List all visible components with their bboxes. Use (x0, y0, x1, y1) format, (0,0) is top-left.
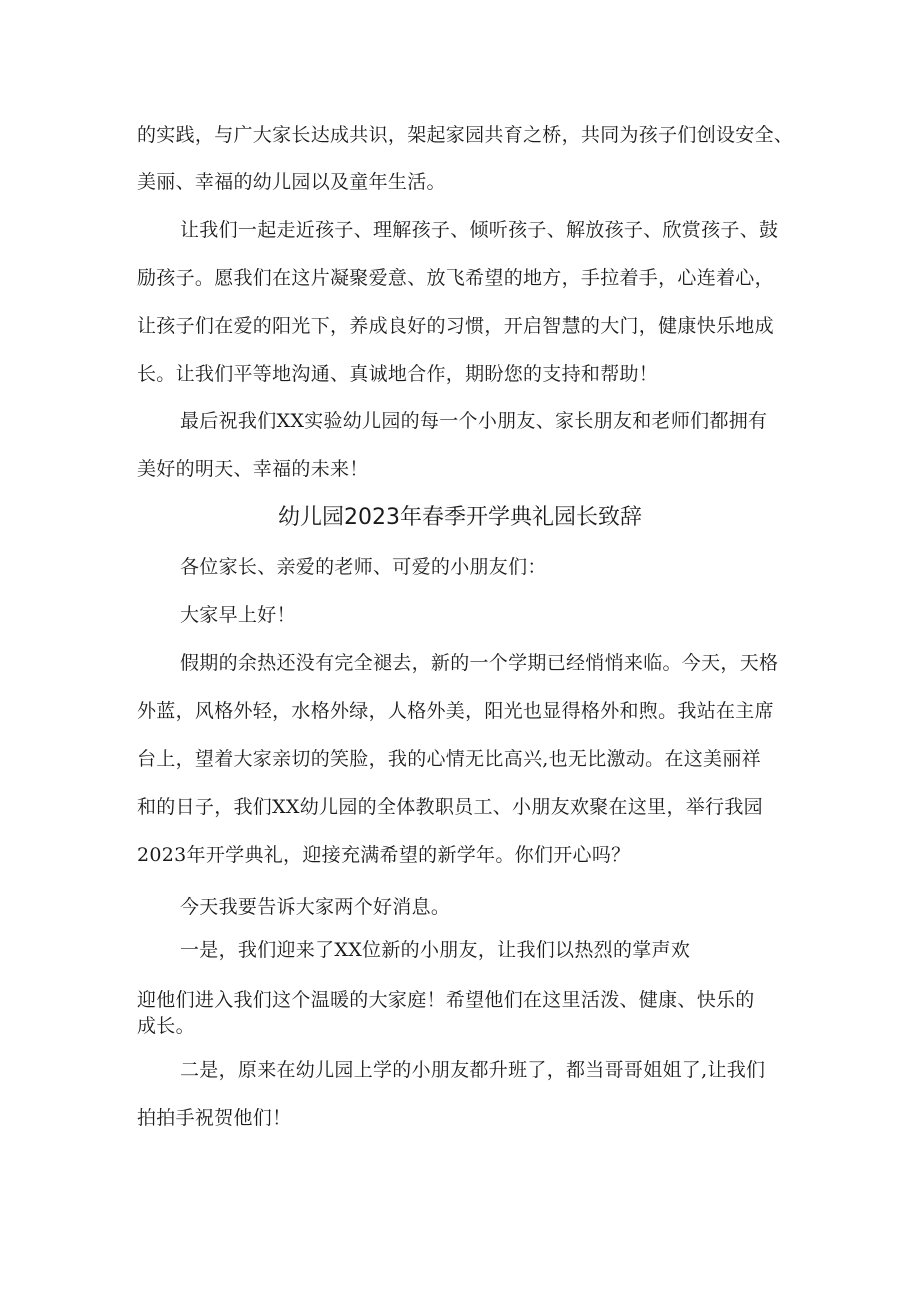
speech-title: 幼儿园2023年春季开学典礼园长致辞 (278, 505, 642, 530)
speech-news-two-line: 二是，原来在幼儿园上学的小朋友都升班了，都当哥哥姐姐了,让我们 (180, 1059, 766, 1081)
speech-morning: 大家早上好！ (180, 604, 296, 626)
paragraph-line: 长。让我们平等地沟通、真诚地合作，期盼您的支持和帮助！ (137, 363, 659, 385)
paragraph-line: 让孩子们在爱的阳光下，养成良好的习惯，开启智慧的大门，健康快乐地成 (137, 315, 774, 337)
speech-news-one-line: 一是，我们迎来了XX位新的小朋友，让我们以热烈的掌声欢 (180, 939, 691, 961)
paragraph-line: 美丽、幸福的幼儿园以及童年生活。 (137, 171, 446, 193)
speech-news-one-line: 迎他们进入我们这个温暖的大家庭！希望他们在这里活泼、健康、快乐的 (137, 989, 755, 1011)
paragraph-line: 最后祝我们XX实验幼儿园的每一个小朋友、家长朋友和老师们都拥有 (180, 410, 768, 432)
speech-body-line: 2023年开学典礼，迎接充满希望的新学年。你们开心吗？ (137, 844, 631, 866)
paragraph-line: 的实践，与广大家长达成共识，架起家园共育之桥，共同为孩子们创设安全、 (137, 124, 794, 146)
speech-news-one-line: 成长。 (137, 1015, 195, 1037)
speech-greeting: 各位家长、亲爱的老师、可爱的小朋友们： (180, 556, 547, 578)
speech-body-line: 假期的余热还没有完全褪去，新的一个学期已经悄悄来临。今天，天格 (180, 652, 779, 674)
paragraph-line: 让我们一起走近孩子、理解孩子、倾听孩子、解放孩子、欣赏孩子、鼓 (180, 219, 779, 241)
paragraph-line: 美好的明天、幸福的未来！ (137, 458, 369, 480)
paragraph-line: 励孩子。愿我们在这片凝聚爱意、放飞希望的地方，手拉着手，心连着心， (137, 267, 774, 289)
speech-body-line: 外蓝，风格外轻，水格外绿，人格外美，阳光也显得格外和煦。我站在主席 (137, 700, 774, 722)
speech-body-line: 台上，望着大家亲切的笑脸，我的心情无比高兴,也无比激动。在这美丽祥 (137, 748, 761, 770)
speech-body-line: 和的日子，我们XX幼儿园的全体教职员工、小朋友欢聚在这里，举行我园 (137, 796, 763, 818)
speech-news-intro: 今天我要告诉大家两个好消息。 (180, 896, 451, 918)
speech-news-two-line: 拍拍手祝贺他们！ (137, 1107, 292, 1129)
